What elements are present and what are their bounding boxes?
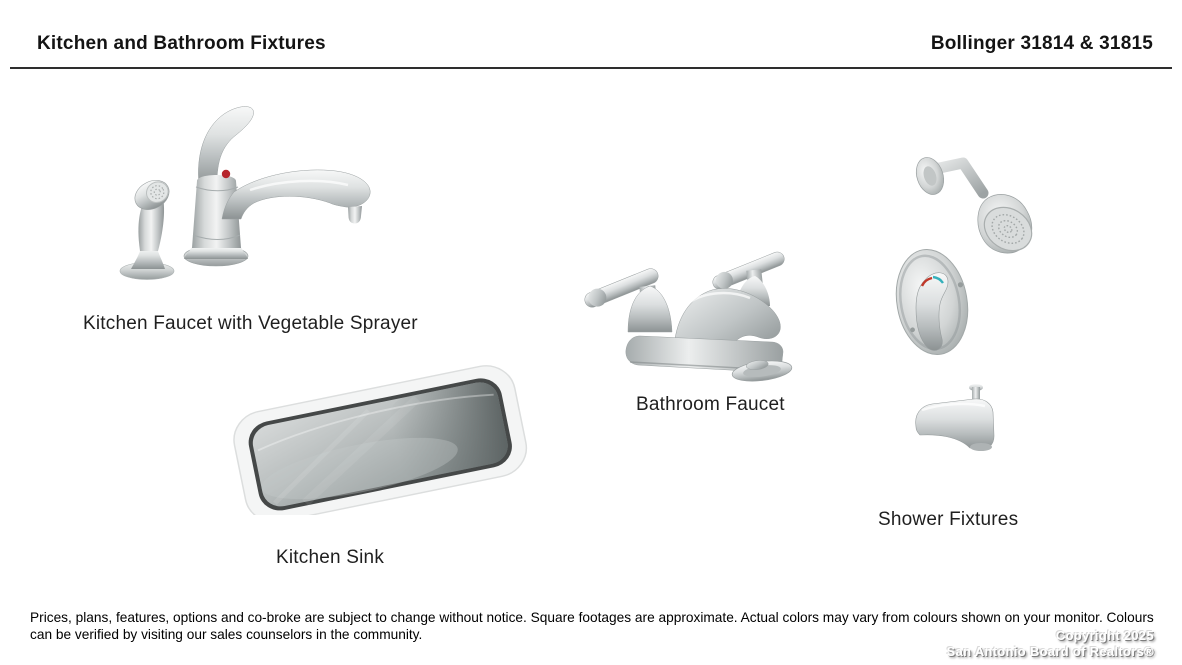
- plan-name: Bollinger 31814 & 31815: [930, 33, 1153, 54]
- kitchen-faucet-icon: [100, 95, 390, 290]
- header-divider: [10, 67, 1172, 69]
- kitchen-faucet-image: [100, 95, 390, 290]
- disclaimer-text: Prices, plans, features, options and co-broke are subject to change without notice. Square footages are approximate. Actual colors may vary from colours shown on your monitor. Colours can be verified by visiting our sales counselors in the community.: [30, 610, 1154, 642]
- shower-fixtures-icon: [870, 140, 1060, 460]
- bathroom-faucet-image: [570, 240, 820, 390]
- page-title: Kitchen and Bathroom Fixtures: [37, 33, 326, 54]
- copyright-watermark: [947, 628, 1154, 660]
- shower-fixtures-image: [870, 140, 1060, 460]
- board-of-realtors-line: San Antonio Board of Realtors®: [946, 644, 1154, 659]
- hot-cold-indicator-dot: [222, 170, 230, 178]
- kitchen-faucet-label: Kitchen Faucet with Vegetable Sprayer: [83, 313, 418, 334]
- copyright-line: Copyright 2025: [1055, 628, 1154, 643]
- kitchen-sink-icon: [225, 365, 535, 515]
- kitchen-sink-label: Kitchen Sink: [276, 547, 385, 568]
- bathroom-faucet-icon: [570, 240, 820, 390]
- kitchen-sink-image: [225, 365, 535, 515]
- bathroom-faucet-label: Bathroom Faucet: [636, 394, 785, 415]
- shower-fixtures-label: Shower Fixtures: [878, 509, 1019, 530]
